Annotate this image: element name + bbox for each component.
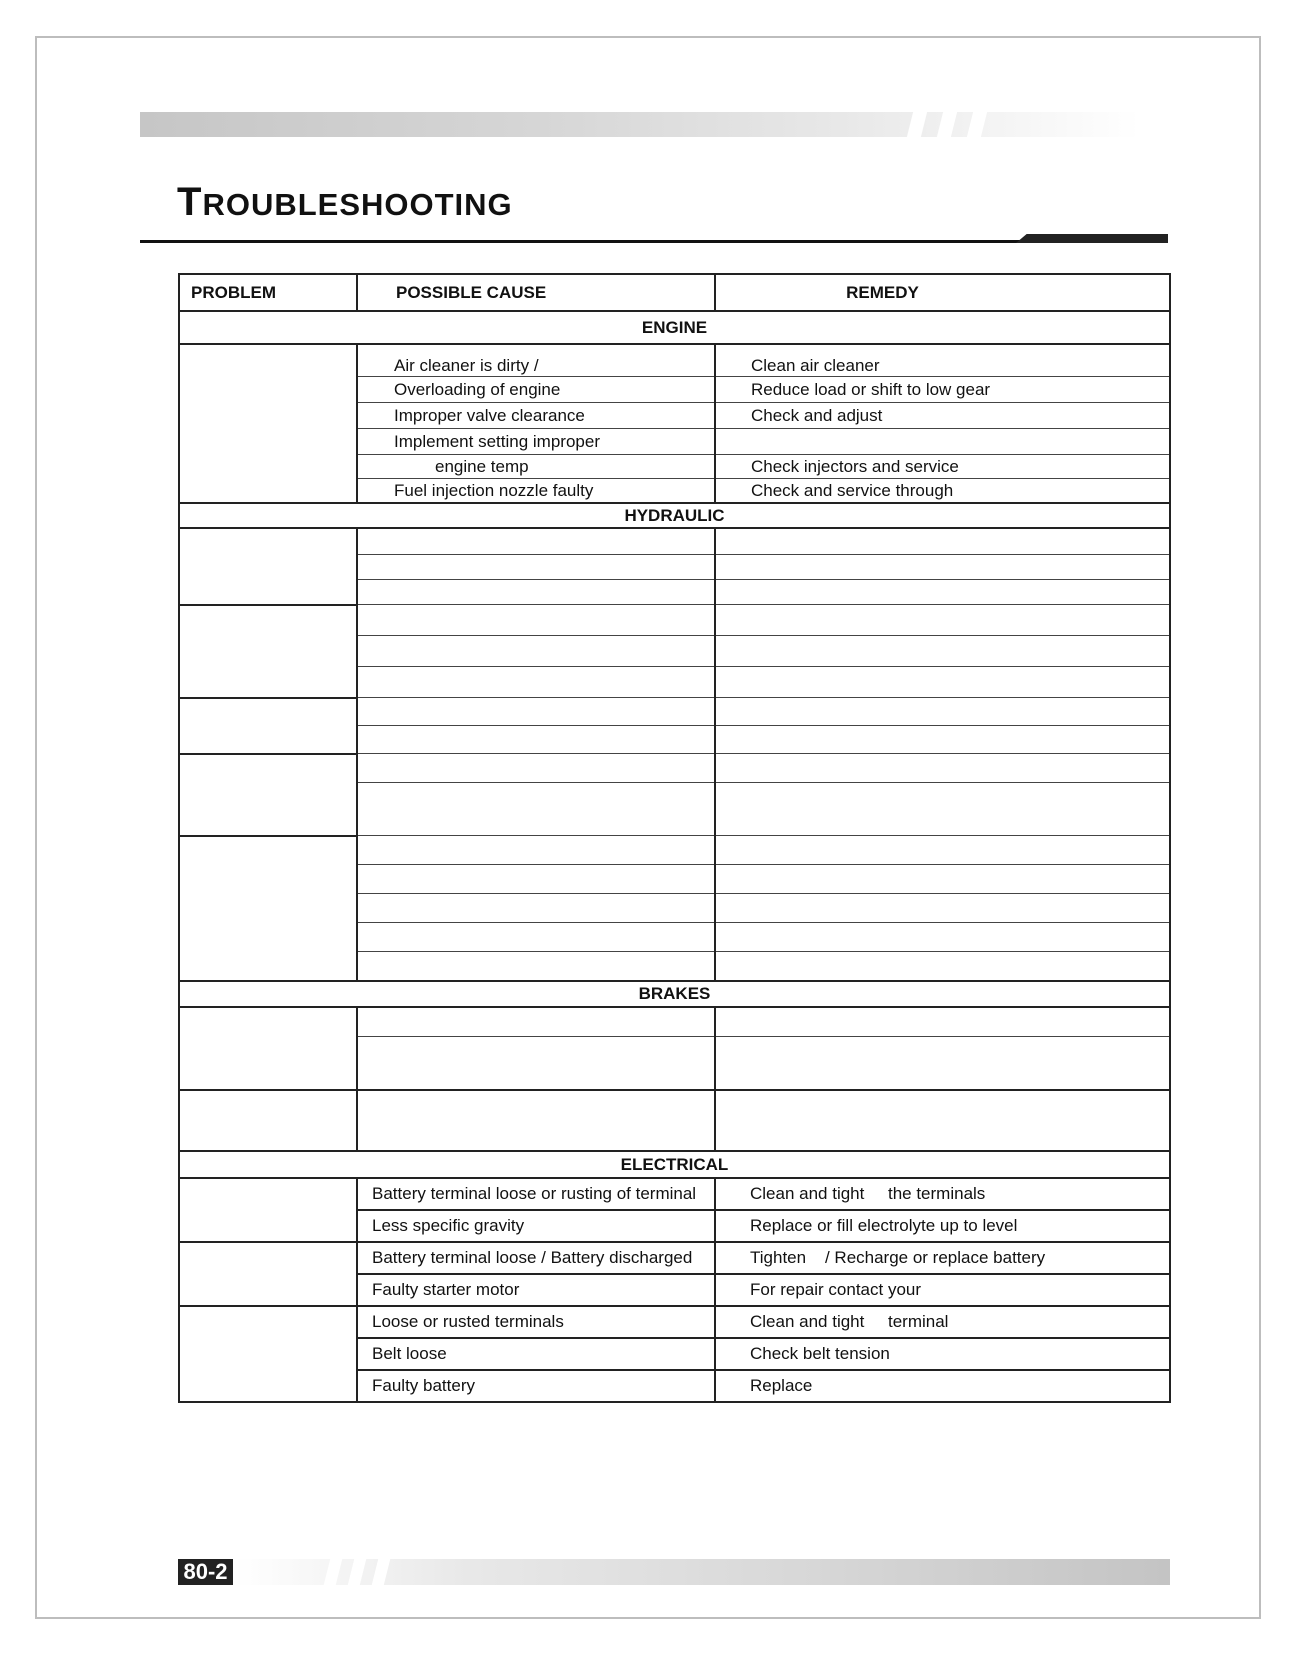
remedy-cell: Clean and tight the terminals: [715, 1178, 1170, 1210]
remedy-cell: [715, 783, 1170, 836]
cause-cell: [357, 952, 715, 982]
remedy-cell: [715, 1007, 1170, 1037]
cause-cell: Battery terminal loose or rusting of terminal: [357, 1178, 715, 1210]
remedy-cell: [715, 726, 1170, 754]
remedy-cell: [715, 836, 1170, 865]
remedy-cell: Check and adjust: [715, 403, 1170, 429]
cause-cell: [357, 923, 715, 952]
remedy-cell: [715, 894, 1170, 923]
cause-cell: [357, 528, 715, 555]
cause-cell: [357, 636, 715, 667]
problem-cell: [179, 605, 357, 698]
section-row-engine: [179, 311, 1170, 344]
footer-decorative-band: [235, 1559, 1170, 1585]
problem-cell: [179, 1242, 357, 1306]
cause-cell: Improper valve clearance: [357, 403, 715, 429]
remedy-cell: Clean air cleaner: [715, 344, 1170, 377]
table-row: [179, 1090, 1170, 1151]
remedy-cell: Replace: [715, 1370, 1170, 1402]
cause-cell: Loose or rusted terminals: [357, 1306, 715, 1338]
remedy-cell: Tighten / Recharge or replace battery: [715, 1242, 1170, 1274]
cause-cell: Faulty battery: [357, 1370, 715, 1402]
remedy-cell: [715, 555, 1170, 580]
header-decorative-band: [140, 112, 1140, 137]
cause-cell: [357, 605, 715, 636]
title-rule-accent: [1016, 234, 1168, 243]
cause-cell: [357, 698, 715, 726]
remedy-cell: Check and service through: [715, 479, 1170, 504]
remedy-cell: Replace or fill electrolyte up to level: [715, 1210, 1170, 1242]
remedy-cell: Check belt tension: [715, 1338, 1170, 1370]
remedy-cell: [715, 865, 1170, 894]
table-row: [179, 754, 1170, 783]
section-row-electrical: [179, 1151, 1170, 1178]
problem-cell: [179, 344, 357, 503]
column-header-cause: POSSIBLE CAUSE: [357, 274, 715, 311]
cause-cell: Implement setting improper: [357, 429, 715, 455]
table-row: [179, 1178, 1170, 1210]
problem-cell: [179, 1178, 357, 1242]
cause-cell: [357, 783, 715, 836]
section-title-electrical: ELECTRICAL: [179, 1151, 1170, 1178]
cause-cell: Belt loose: [357, 1338, 715, 1370]
problem-cell: [179, 1306, 357, 1402]
cause-cell: Fuel injection nozzle faulty: [357, 479, 715, 504]
cause-cell: [357, 865, 715, 894]
cause-cell: [357, 1037, 715, 1091]
cause-cell: engine temp: [357, 455, 715, 479]
cause-cell: [357, 894, 715, 923]
remedy-cell: Clean and tight terminal: [715, 1306, 1170, 1338]
remedy-cell: [715, 636, 1170, 667]
cause-cell: Air cleaner is dirty /: [357, 344, 715, 377]
column-header-problem: PROBLEM: [179, 274, 357, 311]
page-title: [177, 180, 513, 225]
section-title-brakes: BRAKES: [179, 981, 1170, 1007]
table-row: [179, 698, 1170, 726]
table-row: [179, 1007, 1170, 1037]
section-title-engine: ENGINE: [179, 311, 1170, 344]
page-number-badge: 80-2: [178, 1559, 233, 1585]
remedy-cell: [715, 1037, 1170, 1091]
cause-cell: [357, 754, 715, 783]
cause-cell: [357, 580, 715, 605]
remedy-cell: Check injectors and service: [715, 455, 1170, 479]
table-row: [179, 528, 1170, 555]
table-row: [179, 836, 1170, 865]
cause-cell: [357, 667, 715, 698]
table-row: [179, 1306, 1170, 1338]
cause-cell: [357, 1007, 715, 1037]
remedy-cell: Reduce load or shift to low gear: [715, 377, 1170, 403]
problem-cell: [179, 1090, 357, 1151]
table-row: [179, 605, 1170, 636]
table-row: [179, 1242, 1170, 1274]
table-row: [179, 344, 1170, 377]
remedy-cell: [715, 698, 1170, 726]
cause-cell: Battery terminal loose / Battery discharged: [357, 1242, 715, 1274]
table-header-row: [179, 274, 1170, 311]
cause-cell: [357, 555, 715, 580]
problem-cell: [179, 836, 357, 982]
remedy-cell: [715, 923, 1170, 952]
cause-cell: Faulty starter motor: [357, 1274, 715, 1306]
section-title-hydraulic: HYDRAULIC: [179, 503, 1170, 528]
remedy-cell: [715, 429, 1170, 455]
remedy-cell: [715, 1090, 1170, 1151]
troubleshooting-table: [178, 273, 1171, 1403]
problem-cell: [179, 528, 357, 605]
title-rule: [140, 240, 1168, 243]
cause-cell: Overloading of engine: [357, 377, 715, 403]
page-title-initial: T: [177, 180, 203, 224]
remedy-cell: For repair contact your: [715, 1274, 1170, 1306]
page-title-rest: ROUBLESHOOTING: [202, 187, 513, 222]
remedy-cell: [715, 754, 1170, 783]
cause-cell: [357, 836, 715, 865]
section-row-brakes: [179, 981, 1170, 1007]
remedy-cell: [715, 667, 1170, 698]
cause-cell: [357, 1090, 715, 1151]
remedy-cell: [715, 580, 1170, 605]
section-row-hydraulic: [179, 503, 1170, 528]
problem-cell: [179, 698, 357, 754]
problem-cell: [179, 754, 357, 836]
cause-cell: Less specific gravity: [357, 1210, 715, 1242]
cause-cell: [357, 726, 715, 754]
column-header-remedy: REMEDY: [715, 274, 1170, 311]
remedy-cell: [715, 528, 1170, 555]
problem-cell: [179, 1007, 357, 1090]
remedy-cell: [715, 952, 1170, 982]
remedy-cell: [715, 605, 1170, 636]
